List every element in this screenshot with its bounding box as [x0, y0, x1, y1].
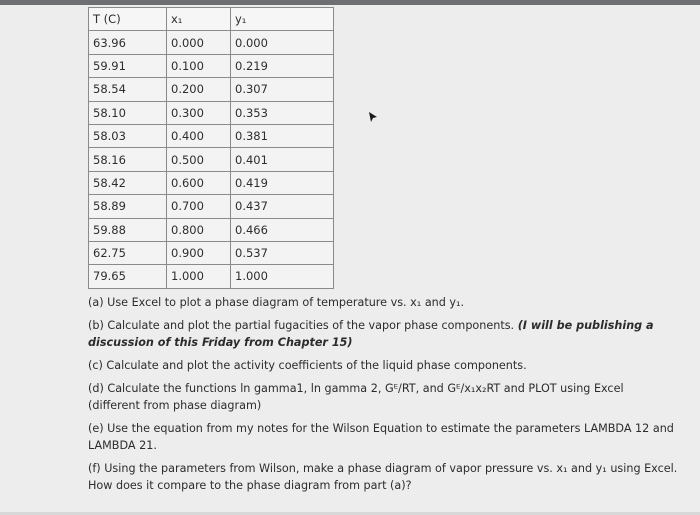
top-border: [0, 0, 700, 5]
question-b-note: (I will be publishing a discussion of this Friday from Chapter 15): [88, 319, 654, 349]
cell-y1: 0.219: [231, 54, 334, 77]
cell-x1: 0.700: [167, 195, 231, 218]
question-f: (f) Using the parameters from Wilson, make a phase diagram of vapor pressure vs. x₁ and y₁ using Excel. How does it compare to the phase diagram from part (a)?: [88, 462, 678, 492]
cell-y1: 0.381: [231, 124, 334, 147]
data-table: [88, 7, 334, 289]
cell-x1: 1.000: [167, 265, 231, 288]
table-row: [89, 31, 334, 54]
cell-temperature: 63.96: [89, 31, 167, 54]
cell-x1: 0.800: [167, 218, 231, 241]
cell-x1: 0.300: [167, 101, 231, 124]
question-list: [88, 294, 678, 498]
cell-temperature: 59.88: [89, 218, 167, 241]
table-row: [89, 265, 334, 288]
question-b: [88, 317, 678, 351]
table-row: [89, 241, 334, 264]
cell-temperature: 58.54: [89, 78, 167, 101]
table-row: [89, 101, 334, 124]
header-temperature: T (C): [89, 8, 167, 31]
table-row: [89, 124, 334, 147]
table-row: [89, 54, 334, 77]
table-row: [89, 171, 334, 194]
cell-y1: 0.537: [231, 241, 334, 264]
cell-temperature: 58.89: [89, 195, 167, 218]
cell-temperature: 58.16: [89, 148, 167, 171]
cell-temperature: 58.42: [89, 171, 167, 194]
cell-temperature: 58.03: [89, 124, 167, 147]
cell-x1: 0.900: [167, 241, 231, 264]
table-row: [89, 148, 334, 171]
table-row: [89, 195, 334, 218]
cell-temperature: 62.75: [89, 241, 167, 264]
table-row: [89, 218, 334, 241]
table-row: [89, 78, 334, 101]
cell-x1: 0.200: [167, 78, 231, 101]
cell-y1: 0.466: [231, 218, 334, 241]
cell-x1: 0.400: [167, 124, 231, 147]
cell-y1: 0.307: [231, 78, 334, 101]
header-x1: x₁: [167, 8, 231, 31]
cell-y1: 0.437: [231, 195, 334, 218]
cell-y1: 0.353: [231, 101, 334, 124]
question-e: (e) Use the equation from my notes for the Wilson Equation to estimate the parameters LAMBDA 12 and LAMBDA 21.: [88, 422, 674, 452]
header-y1: y₁: [231, 8, 334, 31]
cell-y1: 0.000: [231, 31, 334, 54]
cell-temperature: 58.10: [89, 101, 167, 124]
question-a: (a) Use Excel to plot a phase diagram of temperature vs. x₁ and y₁.: [88, 296, 465, 309]
cell-x1: 0.500: [167, 148, 231, 171]
table-header-row: [89, 8, 334, 31]
mouse-cursor-icon: [368, 111, 378, 123]
question-b-text: (b) Calculate and plot the partial fugacities of the vapor phase components.: [88, 319, 515, 332]
cell-temperature: 79.65: [89, 265, 167, 288]
table-body: [89, 31, 334, 288]
question-c: (c) Calculate and plot the activity coefficients of the liquid phase components.: [88, 359, 527, 372]
cell-temperature: 59.91: [89, 54, 167, 77]
cell-x1: 0.600: [167, 171, 231, 194]
cell-x1: 0.000: [167, 31, 231, 54]
cell-y1: 1.000: [231, 265, 334, 288]
cell-y1: 0.419: [231, 171, 334, 194]
cell-y1: 0.401: [231, 148, 334, 171]
question-d: (d) Calculate the functions ln gamma1, ln gamma 2, Gᴱ/RT, and Gᴱ/x₁x₂RT and PLOT using Excel (different from phase diagram): [88, 382, 624, 412]
cell-x1: 0.100: [167, 54, 231, 77]
